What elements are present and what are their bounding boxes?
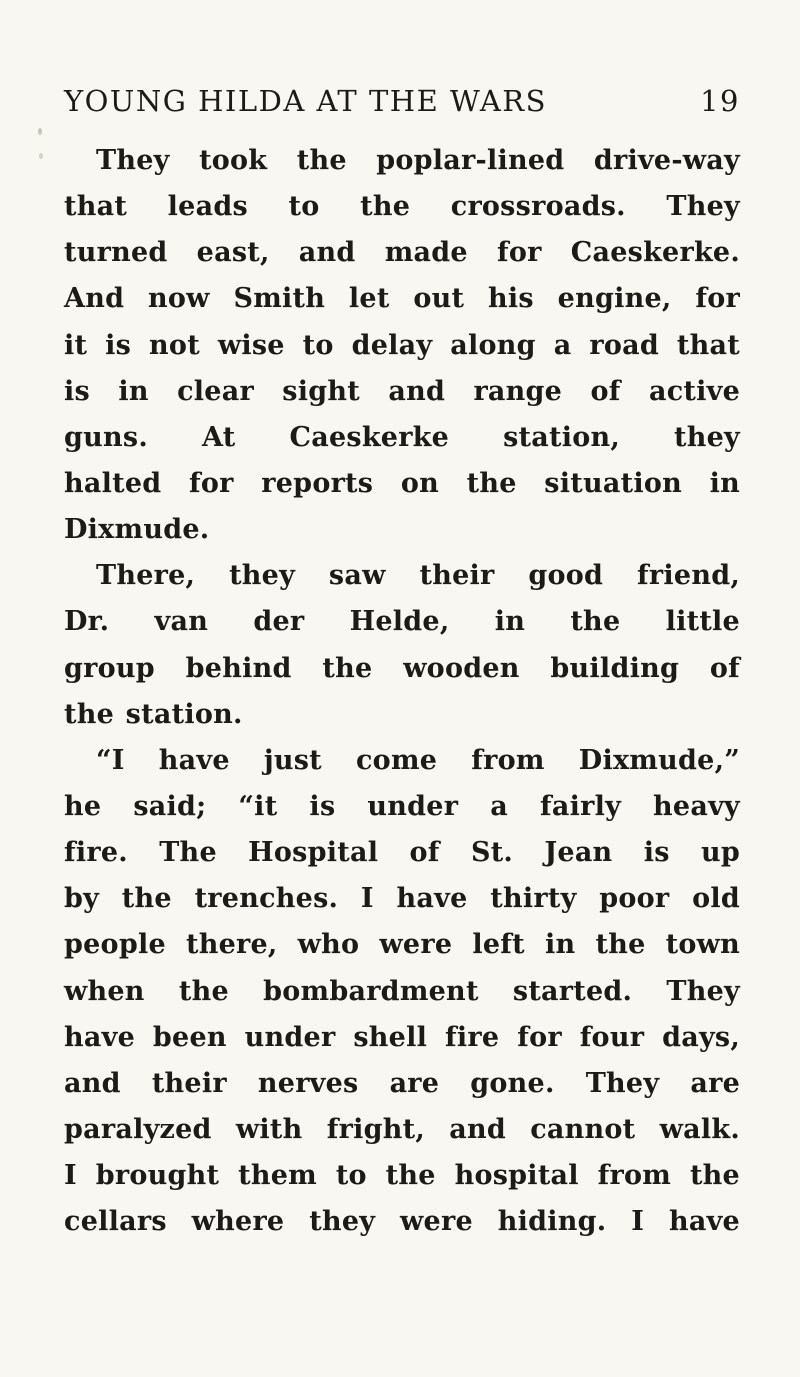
text-line: and their nerves are gone. They are bbox=[64, 1067, 740, 1099]
text-line: people there, who were left in the town bbox=[64, 929, 740, 961]
text-line: by the trenches. I have thirty poor old bbox=[64, 883, 740, 915]
text-line: There, they saw their good friend, bbox=[96, 560, 740, 592]
text-line: fire. The Hospital of St. Jean is up bbox=[64, 837, 740, 869]
text-line: Dr. van der Helde, in the little bbox=[64, 606, 740, 638]
text-line: group behind the wooden building of bbox=[64, 652, 740, 684]
body-text bbox=[64, 138, 740, 1245]
text-line: turned east, and made for Caeskerke. bbox=[64, 237, 740, 269]
text-line: And now Smith let out his engine, for bbox=[64, 283, 740, 315]
text-line: paralyzed with fright, and cannot walk. bbox=[64, 1113, 740, 1145]
text-line: when the bombardment started. They bbox=[64, 975, 740, 1007]
text-line: is in clear sight and range of active bbox=[64, 375, 740, 407]
text-line: I brought them to the hospital from the bbox=[64, 1160, 740, 1192]
text-line: have been under shell fire for four days, bbox=[64, 1021, 740, 1053]
text-line: the station. bbox=[64, 698, 243, 730]
running-head-title: YOUNG HILDA AT THE WARS bbox=[64, 84, 547, 118]
text-line: “I have just come from Dixmude,” bbox=[96, 744, 740, 776]
text-line: They took the poplar-lined drive-way bbox=[96, 145, 740, 176]
running-head bbox=[64, 84, 740, 132]
paper-speck bbox=[39, 153, 43, 159]
page-number: 19 bbox=[700, 84, 740, 118]
text-line: cellars where they were hiding. I have bbox=[64, 1206, 740, 1238]
text-line: he said; “it is under a fairly heavy bbox=[64, 790, 740, 822]
text-line: Dixmude. bbox=[64, 514, 210, 546]
paper-speck bbox=[38, 128, 42, 135]
text-line: it is not wise to delay along a road that bbox=[64, 329, 740, 361]
text-line: guns. At Caeskerke station, they bbox=[64, 421, 740, 453]
text-line: halted for reports on the situation in bbox=[64, 467, 740, 499]
text-line: that leads to the crossroads. They bbox=[64, 191, 740, 223]
